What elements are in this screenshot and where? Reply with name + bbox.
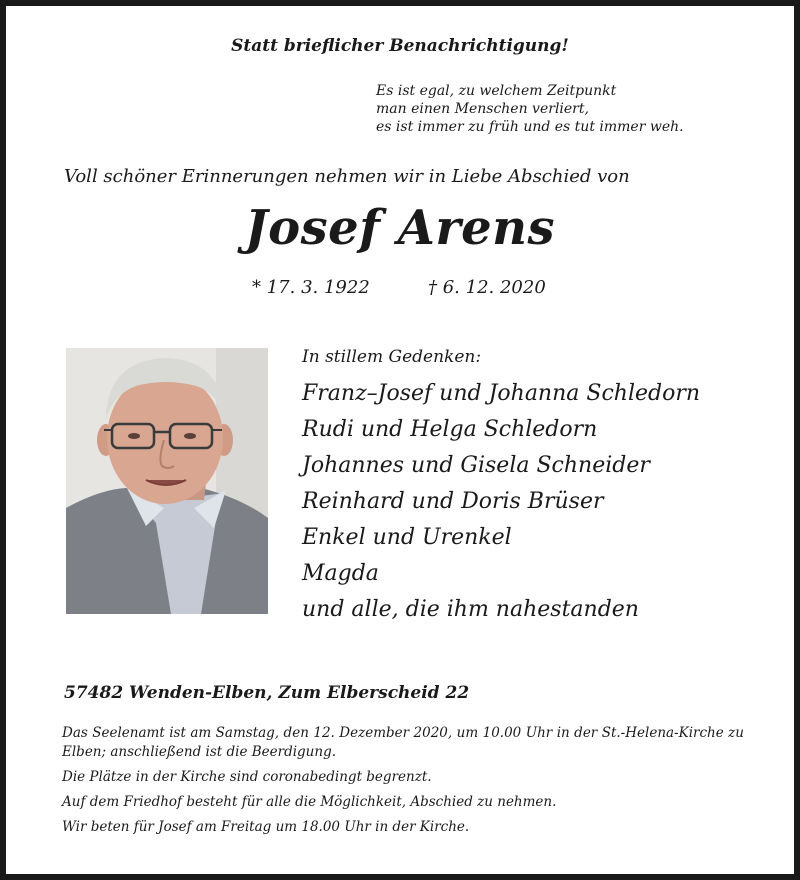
mourner-line: Magda <box>302 561 379 586</box>
death-date: † 6. 12. 2020 <box>428 277 546 298</box>
portrait-photo <box>66 348 268 614</box>
mourner-line: Rudi und Helga Schledorn <box>302 417 598 442</box>
intro-text: Voll schöner Erinnerungen nehmen wir in Liebe Abschied von <box>64 166 630 187</box>
quote-line: Es ist egal, zu welchem Zeitpunkt <box>376 83 617 99</box>
quote-line: es ist immer zu früh und es tut immer weh. <box>376 119 684 135</box>
mourner-line: Johannes und Gisela Schneider <box>302 453 650 478</box>
headline: Statt brieflicher Benachrichtigung! <box>231 36 569 56</box>
mourner-line: Reinhard und Doris Brüser <box>302 489 604 514</box>
service-info <box>62 724 744 843</box>
deceased-name: Josef Arens <box>244 200 556 256</box>
info-paragraph: Auf dem Friedhof besteht für alle die Möglichkeit, Abschied zu nehmen. <box>62 794 557 810</box>
info-paragraph: Das Seelenamt ist am Samstag, den 12. Dezember 2020, um 10.00 Uhr in der St.-Helena-Kirche zu Elben; anschließend ist die Beerdigung. <box>62 725 744 760</box>
mourner-line: Franz–Josef und Johanna Schledorn <box>302 381 701 406</box>
info-paragraph: Wir beten für Josef am Freitag um 18.00 Uhr in der Kirche. <box>62 819 470 835</box>
mourner-line: Enkel und Urenkel <box>302 525 512 550</box>
info-paragraph: Die Plätze in der Kirche sind coronabedingt begrenzt. <box>62 769 432 785</box>
quote <box>376 82 684 136</box>
address: 57482 Wenden-Elben, Zum Elberscheid 22 <box>64 683 470 703</box>
mourners-label: In stillem Gedenken: <box>302 347 482 367</box>
quote-line: man einen Menschen verliert, <box>376 101 589 117</box>
mourner-line: und alle, die ihm nahestanden <box>302 597 639 622</box>
birth-date: * 17. 3. 1922 <box>252 277 370 298</box>
portrait-illustration <box>66 348 268 614</box>
mourners-list <box>302 376 700 628</box>
